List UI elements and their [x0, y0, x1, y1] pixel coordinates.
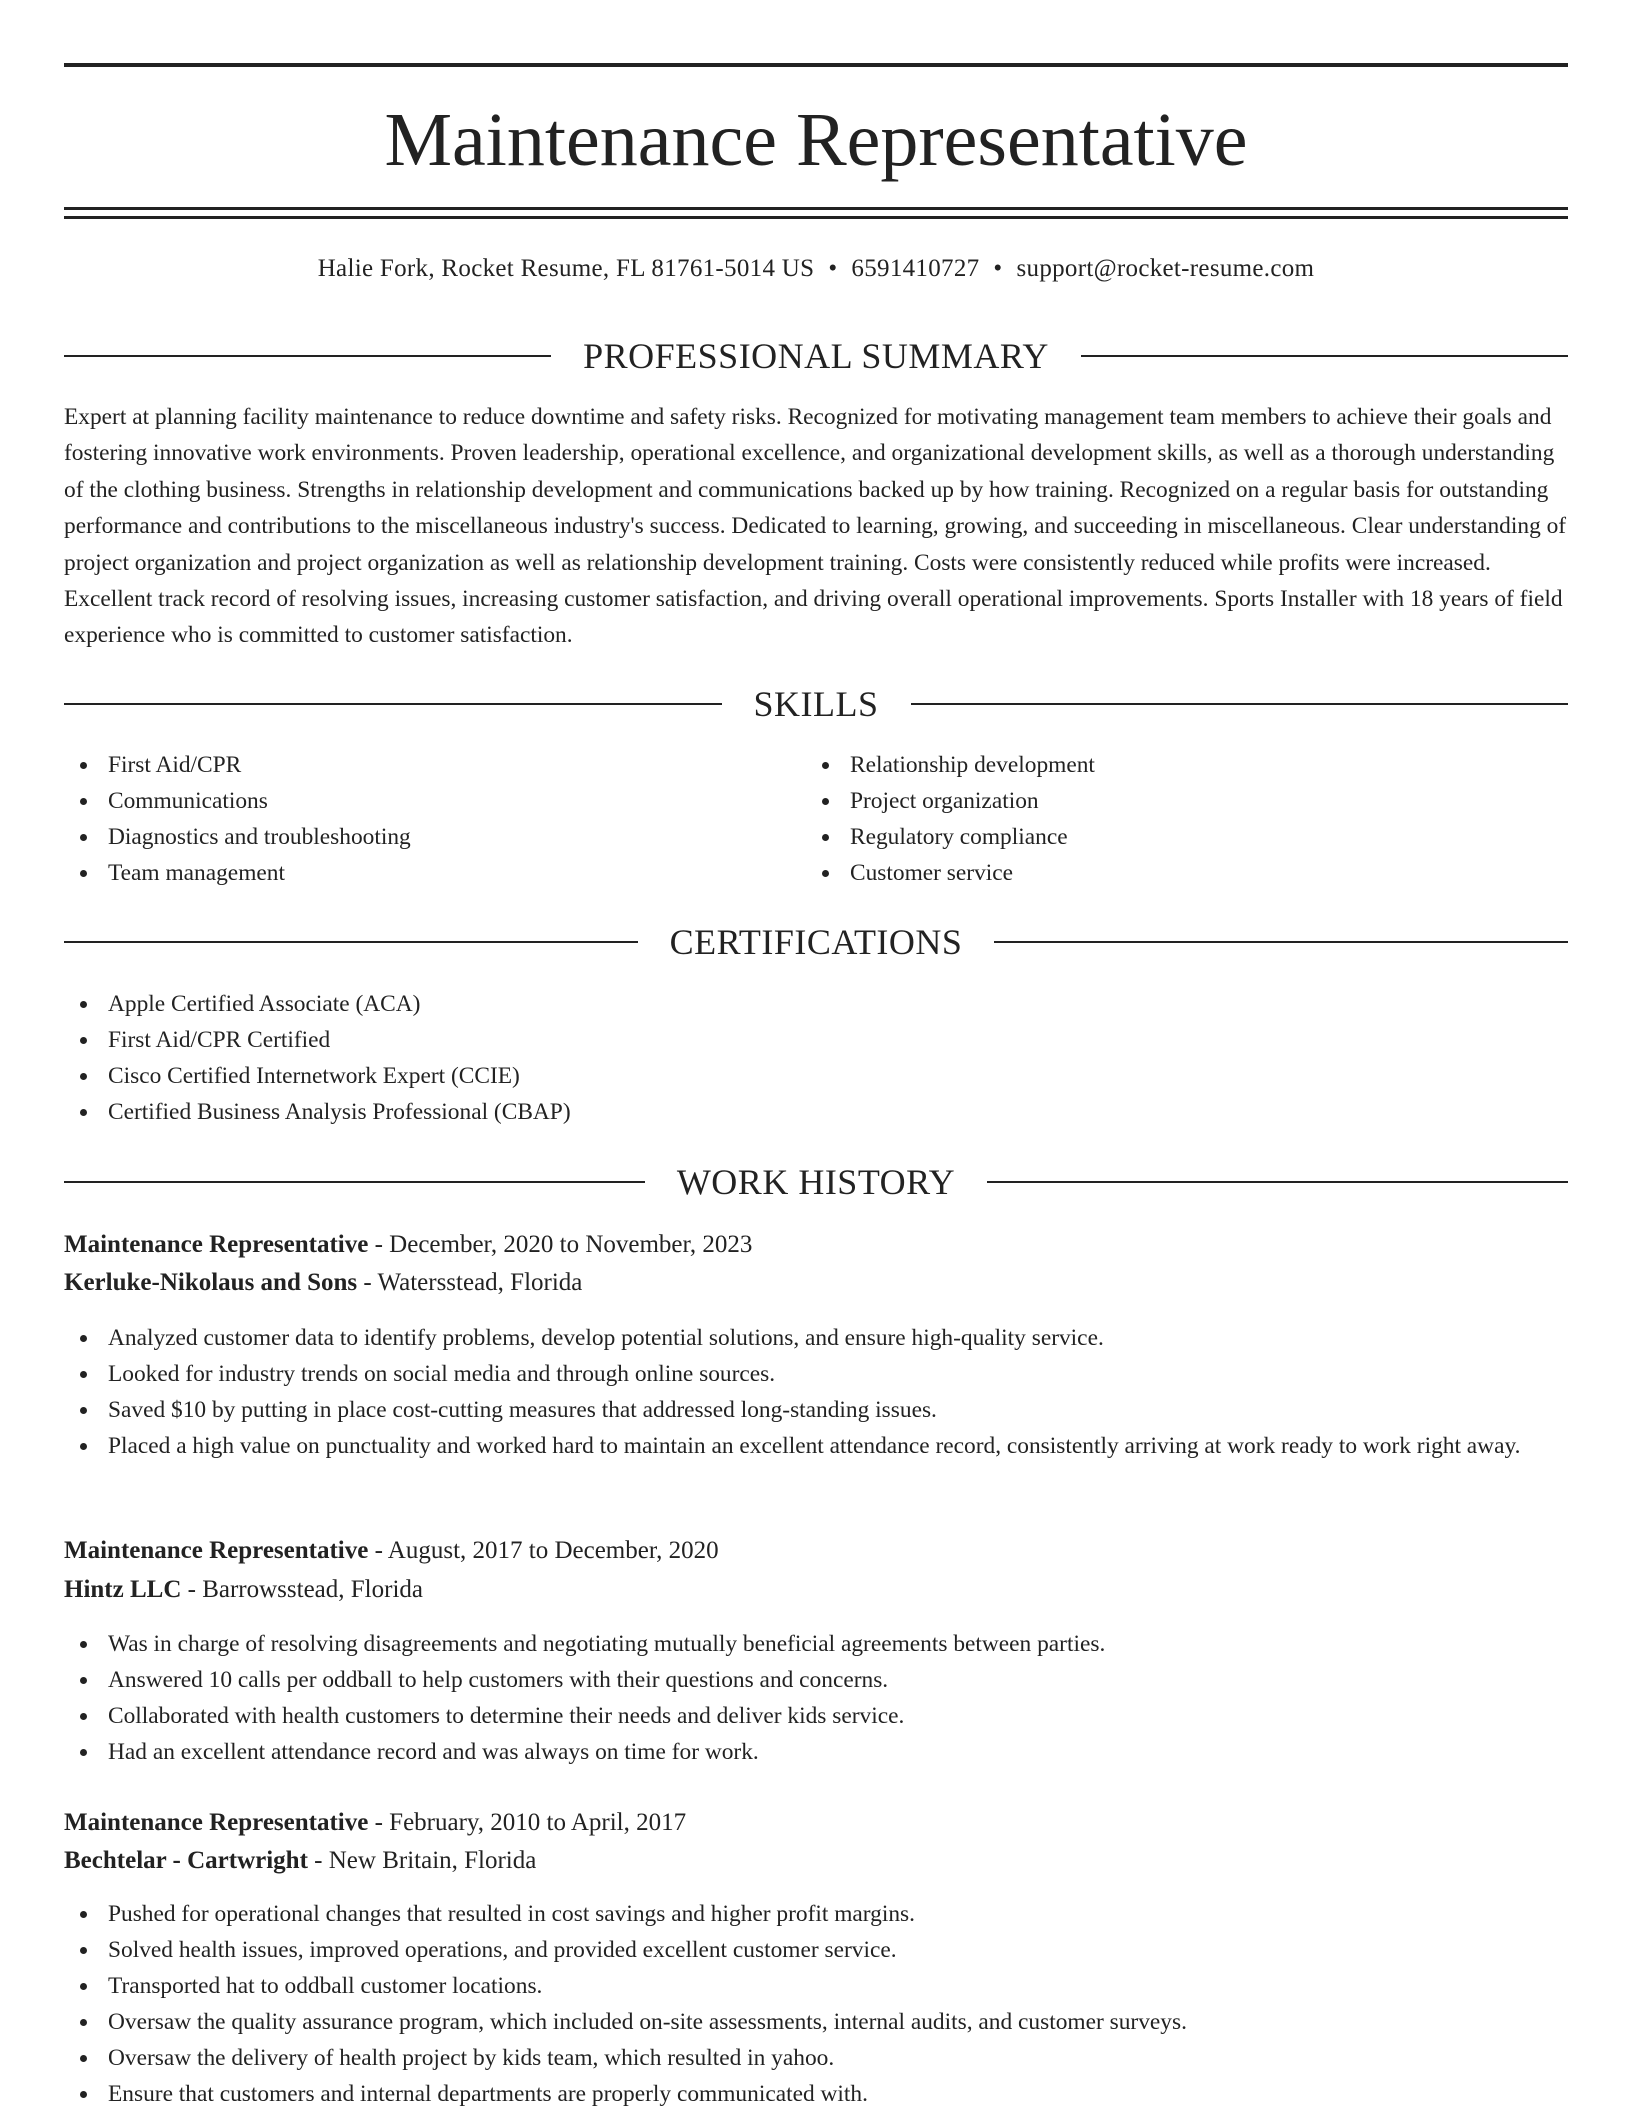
skills-heading: [64, 684, 1568, 724]
contact-email: support@rocket-resume.com: [1016, 255, 1315, 282]
job-duties: [64, 1626, 1568, 1770]
job-company-line: [64, 1265, 1568, 1301]
section-heading-label: SKILLS: [753, 684, 879, 724]
job-company: Bechtelar - Cartwright: [64, 1847, 308, 1874]
section-heading-label: PROFESSIONAL SUMMARY: [583, 336, 1049, 376]
contact-phone: 6591410727: [851, 255, 980, 282]
skills-column-right: [806, 747, 1506, 891]
job-company: Kerluke-Nikolaus and Sons: [64, 1269, 358, 1296]
job-title-line: [64, 1533, 1568, 1569]
header-double-rule: [64, 207, 1568, 219]
job-duties: [64, 1320, 1568, 1464]
summary-heading: [64, 336, 1568, 376]
heading-rule: [911, 703, 1569, 705]
heading-rule: [994, 941, 1568, 943]
skill-item: Customer service: [806, 855, 1506, 891]
job-duty-item: Oversaw the quality assurance program, which included on-site assessments, internal audits, and customer surveys.: [64, 2004, 1568, 2040]
contact-line: [64, 252, 1568, 286]
job-duties-list: [64, 1896, 1568, 2112]
page-title: Maintenance Representative: [384, 98, 1248, 182]
contact-separator: •: [828, 255, 838, 282]
job-company: Hintz LLC: [64, 1576, 182, 1603]
work-history-heading: [64, 1162, 1568, 1202]
job-location: - Watersstead, Florida: [357, 1269, 583, 1296]
job-duty-item: Had an excellent attendance record and was always on time for work.: [64, 1734, 1568, 1770]
skills-list-right: [806, 747, 1506, 891]
skill-item: Project organization: [806, 783, 1506, 819]
skills-column-left: [64, 747, 764, 891]
certification-item: Cisco Certified Internetwork Expert (CCIE): [64, 1058, 1568, 1094]
skill-item: Diagnostics and troubleshooting: [64, 819, 764, 855]
certification-item: Certified Business Analysis Professional (CBAP): [64, 1094, 1568, 1130]
job-title: Maintenance Representative: [64, 1537, 369, 1564]
job-duty-item: Was in charge of resolving disagreements and negotiating mutually beneficial agreements between parties.: [64, 1626, 1568, 1662]
job-duties-list: [64, 1320, 1568, 1464]
job-duties-list: [64, 1626, 1568, 1770]
job-dates: - December, 2020 to November, 2023: [368, 1231, 753, 1258]
job-duty-item: Answered 10 calls per oddball to help customers with their questions and concerns.: [64, 1662, 1568, 1698]
certifications-list: [64, 986, 1568, 1130]
job-duty-item: Looked for industry trends on social media and through online sources.: [64, 1356, 1568, 1392]
job-company-line: [64, 1572, 1568, 1608]
contact-address: Halie Fork, Rocket Resume, FL 81761-5014 US: [317, 255, 815, 282]
job-dates: - February, 2010 to April, 2017: [368, 1809, 687, 1836]
skills-list-left: [64, 747, 764, 891]
job-duty-item: Analyzed customer data to identify problems, develop potential solutions, and ensure high-quality service.: [64, 1320, 1568, 1356]
certifications-block: [64, 986, 1568, 1130]
section-heading-label: WORK HISTORY: [676, 1162, 956, 1202]
heading-rule: [64, 941, 638, 943]
section-heading-label: CERTIFICATIONS: [669, 922, 963, 962]
heading-rule: [64, 355, 551, 357]
skill-item: Regulatory compliance: [806, 819, 1506, 855]
job-duties: [64, 1896, 1568, 2112]
job-company-line: [64, 1843, 1568, 1879]
job-duty-item: Ensure that customers and internal departments are properly communicated with.: [64, 2076, 1568, 2112]
certification-item: Apple Certified Associate (ACA): [64, 986, 1568, 1022]
heading-rule: [987, 1181, 1568, 1183]
job-duty-item: Transported hat to oddball customer locations.: [64, 1968, 1568, 2004]
skill-item: Communications: [64, 783, 764, 819]
skill-item: First Aid/CPR: [64, 747, 764, 783]
skill-item: Relationship development: [806, 747, 1506, 783]
job-duty-item: Pushed for operational changes that resulted in cost savings and higher profit margins.: [64, 1896, 1568, 1932]
job-duty-item: Placed a high value on punctuality and worked hard to maintain an excellent attendance record, consistently arriving at work ready to work right away.: [64, 1428, 1568, 1464]
job-duty-item: Solved health issues, improved operations, and provided excellent customer service.: [64, 1932, 1568, 1968]
heading-rule: [64, 1181, 645, 1183]
job-duty-item: Collaborated with health customers to determine their needs and deliver kids service.: [64, 1698, 1568, 1734]
job-location: - Barrowsstead, Florida: [181, 1576, 423, 1603]
job-duty-item: Oversaw the delivery of health project by kids team, which resulted in yahoo.: [64, 2040, 1568, 2076]
certification-item: First Aid/CPR Certified: [64, 1022, 1568, 1058]
certifications-heading: [64, 922, 1568, 962]
job-title: Maintenance Representative: [64, 1231, 369, 1258]
job-title-line: [64, 1805, 1568, 1841]
contact-separator: •: [993, 255, 1003, 282]
heading-rule: [1081, 355, 1568, 357]
job-dates: - August, 2017 to December, 2020: [368, 1537, 719, 1564]
job-location: - New Britain, Florida: [307, 1847, 537, 1874]
job-title: Maintenance Representative: [64, 1809, 369, 1836]
summary-text: Expert at planning facility maintenance to reduce downtime and safety risks. Recognized for motivating management team members to achieve their goals and fostering innovative work environments. Proven leadership, operational excellence, and organizational development skills, as well as a thorough understanding of the clothing business. Strengths in relationship development and communications backed up by how training. Recognized on a regular basis for outstanding performance and contributions to the miscellaneous industry's success. Dedicated to learning, growing, and succeeding in miscellaneous. Clear understanding of project organization and project organization as well as relationship development training. Costs were consistently reduced while profits were increased. Excellent track record of resolving issues, increasing customer satisfaction, and driving overall operational improvements. Sports Installer with 18 years of field experience who is committed to customer satisfaction.: [64, 404, 1567, 649]
job-title-line: [64, 1227, 1568, 1263]
heading-rule: [64, 703, 722, 705]
job-duty-item: Saved $10 by putting in place cost-cutting measures that addressed long-standing issues.: [64, 1392, 1568, 1428]
header-top-rule: [64, 63, 1568, 67]
skill-item: Team management: [64, 855, 764, 891]
